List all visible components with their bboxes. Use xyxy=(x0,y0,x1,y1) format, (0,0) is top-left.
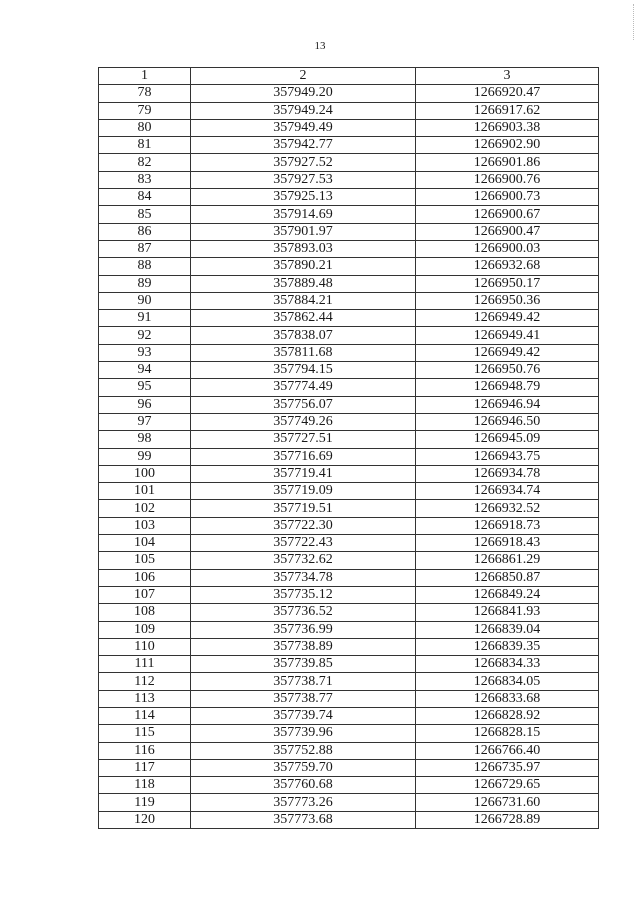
table-row xyxy=(99,638,599,655)
cell-y-coordinate: 1266918.43 xyxy=(416,535,599,552)
cell-point-number: 82 xyxy=(99,154,191,171)
cell-x-coordinate: 357719.41 xyxy=(191,465,416,482)
cell-y-coordinate: 1266903.38 xyxy=(416,119,599,136)
table-row xyxy=(99,137,599,154)
cell-y-coordinate: 1266735.97 xyxy=(416,759,599,776)
table-row xyxy=(99,759,599,776)
scan-edge-mark xyxy=(633,4,640,40)
cell-y-coordinate: 1266946.94 xyxy=(416,396,599,413)
cell-x-coordinate: 357759.70 xyxy=(191,759,416,776)
table-body xyxy=(99,85,599,829)
cell-y-coordinate: 1266946.50 xyxy=(416,413,599,430)
cell-y-coordinate: 1266945.09 xyxy=(416,431,599,448)
cell-x-coordinate: 357719.51 xyxy=(191,500,416,517)
table-row xyxy=(99,362,599,379)
cell-point-number: 111 xyxy=(99,656,191,673)
table-row xyxy=(99,102,599,119)
cell-x-coordinate: 357949.24 xyxy=(191,102,416,119)
cell-y-coordinate: 1266948.79 xyxy=(416,379,599,396)
cell-point-number: 88 xyxy=(99,258,191,275)
cell-x-coordinate: 357949.49 xyxy=(191,119,416,136)
cell-y-coordinate: 1266932.68 xyxy=(416,258,599,275)
cell-y-coordinate: 1266839.35 xyxy=(416,638,599,655)
cell-x-coordinate: 357716.69 xyxy=(191,448,416,465)
table-row xyxy=(99,258,599,275)
column-header-x-coordinate: 2 xyxy=(191,68,416,85)
cell-point-number: 102 xyxy=(99,500,191,517)
cell-y-coordinate: 1266950.17 xyxy=(416,275,599,292)
table-row xyxy=(99,742,599,759)
cell-x-coordinate: 357722.43 xyxy=(191,535,416,552)
cell-y-coordinate: 1266920.47 xyxy=(416,85,599,102)
cell-x-coordinate: 357735.12 xyxy=(191,586,416,603)
cell-y-coordinate: 1266949.42 xyxy=(416,310,599,327)
table-row xyxy=(99,275,599,292)
cell-x-coordinate: 357739.74 xyxy=(191,707,416,724)
cell-point-number: 114 xyxy=(99,707,191,724)
table-row xyxy=(99,327,599,344)
cell-point-number: 118 xyxy=(99,777,191,794)
table-row xyxy=(99,621,599,638)
table-row xyxy=(99,569,599,586)
cell-y-coordinate: 1266728.89 xyxy=(416,811,599,828)
cell-y-coordinate: 1266918.73 xyxy=(416,517,599,534)
cell-y-coordinate: 1266900.47 xyxy=(416,223,599,240)
cell-point-number: 79 xyxy=(99,102,191,119)
cell-y-coordinate: 1266950.76 xyxy=(416,362,599,379)
table-row xyxy=(99,811,599,828)
cell-x-coordinate: 357727.51 xyxy=(191,431,416,448)
cell-point-number: 85 xyxy=(99,206,191,223)
cell-x-coordinate: 357736.99 xyxy=(191,621,416,638)
table-row xyxy=(99,535,599,552)
table-row xyxy=(99,777,599,794)
cell-x-coordinate: 357893.03 xyxy=(191,240,416,257)
cell-y-coordinate: 1266731.60 xyxy=(416,794,599,811)
cell-point-number: 80 xyxy=(99,119,191,136)
cell-x-coordinate: 357739.85 xyxy=(191,656,416,673)
cell-x-coordinate: 357773.26 xyxy=(191,794,416,811)
cell-x-coordinate: 357752.88 xyxy=(191,742,416,759)
cell-point-number: 105 xyxy=(99,552,191,569)
cell-x-coordinate: 357756.07 xyxy=(191,396,416,413)
cell-x-coordinate: 357811.68 xyxy=(191,344,416,361)
table-row xyxy=(99,223,599,240)
cell-y-coordinate: 1266901.86 xyxy=(416,154,599,171)
table-row xyxy=(99,604,599,621)
table-row xyxy=(99,379,599,396)
table-row xyxy=(99,154,599,171)
table-row xyxy=(99,483,599,500)
cell-x-coordinate: 357794.15 xyxy=(191,362,416,379)
cell-point-number: 117 xyxy=(99,759,191,776)
cell-y-coordinate: 1266900.03 xyxy=(416,240,599,257)
cell-point-number: 78 xyxy=(99,85,191,102)
table-row xyxy=(99,552,599,569)
cell-point-number: 91 xyxy=(99,310,191,327)
column-header-y-coordinate: 3 xyxy=(416,68,599,85)
cell-point-number: 106 xyxy=(99,569,191,586)
table-row xyxy=(99,690,599,707)
cell-y-coordinate: 1266949.42 xyxy=(416,344,599,361)
table-row xyxy=(99,240,599,257)
cell-y-coordinate: 1266729.65 xyxy=(416,777,599,794)
cell-x-coordinate: 357773.68 xyxy=(191,811,416,828)
cell-point-number: 81 xyxy=(99,137,191,154)
cell-y-coordinate: 1266828.15 xyxy=(416,725,599,742)
table-row xyxy=(99,656,599,673)
table-row xyxy=(99,707,599,724)
table-row xyxy=(99,292,599,309)
cell-x-coordinate: 357760.68 xyxy=(191,777,416,794)
cell-point-number: 95 xyxy=(99,379,191,396)
table-row xyxy=(99,413,599,430)
cell-point-number: 99 xyxy=(99,448,191,465)
cell-y-coordinate: 1266766.40 xyxy=(416,742,599,759)
cell-y-coordinate: 1266900.76 xyxy=(416,171,599,188)
cell-point-number: 116 xyxy=(99,742,191,759)
cell-y-coordinate: 1266834.33 xyxy=(416,656,599,673)
cell-x-coordinate: 357838.07 xyxy=(191,327,416,344)
page-number: 13 xyxy=(314,40,326,52)
table-row xyxy=(99,465,599,482)
cell-y-coordinate: 1266934.78 xyxy=(416,465,599,482)
table-row xyxy=(99,310,599,327)
column-header-point-number: 1 xyxy=(99,68,191,85)
cell-x-coordinate: 357719.09 xyxy=(191,483,416,500)
cell-y-coordinate: 1266849.24 xyxy=(416,586,599,603)
cell-x-coordinate: 357890.21 xyxy=(191,258,416,275)
cell-y-coordinate: 1266900.67 xyxy=(416,206,599,223)
cell-x-coordinate: 357722.30 xyxy=(191,517,416,534)
cell-y-coordinate: 1266902.90 xyxy=(416,137,599,154)
cell-y-coordinate: 1266950.36 xyxy=(416,292,599,309)
table-row xyxy=(99,396,599,413)
cell-point-number: 86 xyxy=(99,223,191,240)
coordinates-table xyxy=(98,67,599,829)
table-row xyxy=(99,171,599,188)
cell-x-coordinate: 357738.89 xyxy=(191,638,416,655)
cell-x-coordinate: 357732.62 xyxy=(191,552,416,569)
cell-x-coordinate: 357738.71 xyxy=(191,673,416,690)
cell-point-number: 110 xyxy=(99,638,191,655)
table-row xyxy=(99,206,599,223)
cell-point-number: 119 xyxy=(99,794,191,811)
cell-point-number: 87 xyxy=(99,240,191,257)
table-row xyxy=(99,344,599,361)
cell-y-coordinate: 1266834.05 xyxy=(416,673,599,690)
cell-point-number: 107 xyxy=(99,586,191,603)
cell-point-number: 93 xyxy=(99,344,191,361)
table-row xyxy=(99,431,599,448)
table-row xyxy=(99,500,599,517)
cell-x-coordinate: 357925.13 xyxy=(191,189,416,206)
cell-y-coordinate: 1266833.68 xyxy=(416,690,599,707)
cell-point-number: 109 xyxy=(99,621,191,638)
cell-y-coordinate: 1266850.87 xyxy=(416,569,599,586)
cell-point-number: 97 xyxy=(99,413,191,430)
cell-point-number: 100 xyxy=(99,465,191,482)
table-row xyxy=(99,794,599,811)
cell-x-coordinate: 357749.26 xyxy=(191,413,416,430)
cell-y-coordinate: 1266839.04 xyxy=(416,621,599,638)
cell-point-number: 104 xyxy=(99,535,191,552)
cell-x-coordinate: 357889.48 xyxy=(191,275,416,292)
cell-x-coordinate: 357739.96 xyxy=(191,725,416,742)
cell-point-number: 92 xyxy=(99,327,191,344)
cell-point-number: 108 xyxy=(99,604,191,621)
table-row xyxy=(99,119,599,136)
cell-y-coordinate: 1266900.73 xyxy=(416,189,599,206)
cell-point-number: 115 xyxy=(99,725,191,742)
cell-point-number: 89 xyxy=(99,275,191,292)
table-row xyxy=(99,517,599,534)
cell-point-number: 83 xyxy=(99,171,191,188)
cell-x-coordinate: 357942.77 xyxy=(191,137,416,154)
cell-point-number: 98 xyxy=(99,431,191,448)
table-row xyxy=(99,85,599,102)
cell-point-number: 120 xyxy=(99,811,191,828)
cell-point-number: 112 xyxy=(99,673,191,690)
cell-y-coordinate: 1266861.29 xyxy=(416,552,599,569)
cell-x-coordinate: 357734.78 xyxy=(191,569,416,586)
cell-y-coordinate: 1266943.75 xyxy=(416,448,599,465)
cell-point-number: 96 xyxy=(99,396,191,413)
table-row xyxy=(99,586,599,603)
cell-x-coordinate: 357736.52 xyxy=(191,604,416,621)
cell-x-coordinate: 357738.77 xyxy=(191,690,416,707)
cell-y-coordinate: 1266932.52 xyxy=(416,500,599,517)
cell-x-coordinate: 357914.69 xyxy=(191,206,416,223)
cell-x-coordinate: 357862.44 xyxy=(191,310,416,327)
table-row xyxy=(99,673,599,690)
cell-point-number: 101 xyxy=(99,483,191,500)
cell-point-number: 94 xyxy=(99,362,191,379)
table-row xyxy=(99,189,599,206)
cell-x-coordinate: 357949.20 xyxy=(191,85,416,102)
cell-y-coordinate: 1266917.62 xyxy=(416,102,599,119)
cell-x-coordinate: 357774.49 xyxy=(191,379,416,396)
table-row xyxy=(99,448,599,465)
cell-y-coordinate: 1266949.41 xyxy=(416,327,599,344)
cell-x-coordinate: 357927.53 xyxy=(191,171,416,188)
cell-y-coordinate: 1266841.93 xyxy=(416,604,599,621)
cell-y-coordinate: 1266934.74 xyxy=(416,483,599,500)
cell-x-coordinate: 357884.21 xyxy=(191,292,416,309)
cell-point-number: 113 xyxy=(99,690,191,707)
cell-point-number: 84 xyxy=(99,189,191,206)
cell-point-number: 90 xyxy=(99,292,191,309)
table-header-row xyxy=(99,68,599,85)
cell-y-coordinate: 1266828.92 xyxy=(416,707,599,724)
cell-x-coordinate: 357901.97 xyxy=(191,223,416,240)
cell-point-number: 103 xyxy=(99,517,191,534)
table-row xyxy=(99,725,599,742)
cell-x-coordinate: 357927.52 xyxy=(191,154,416,171)
